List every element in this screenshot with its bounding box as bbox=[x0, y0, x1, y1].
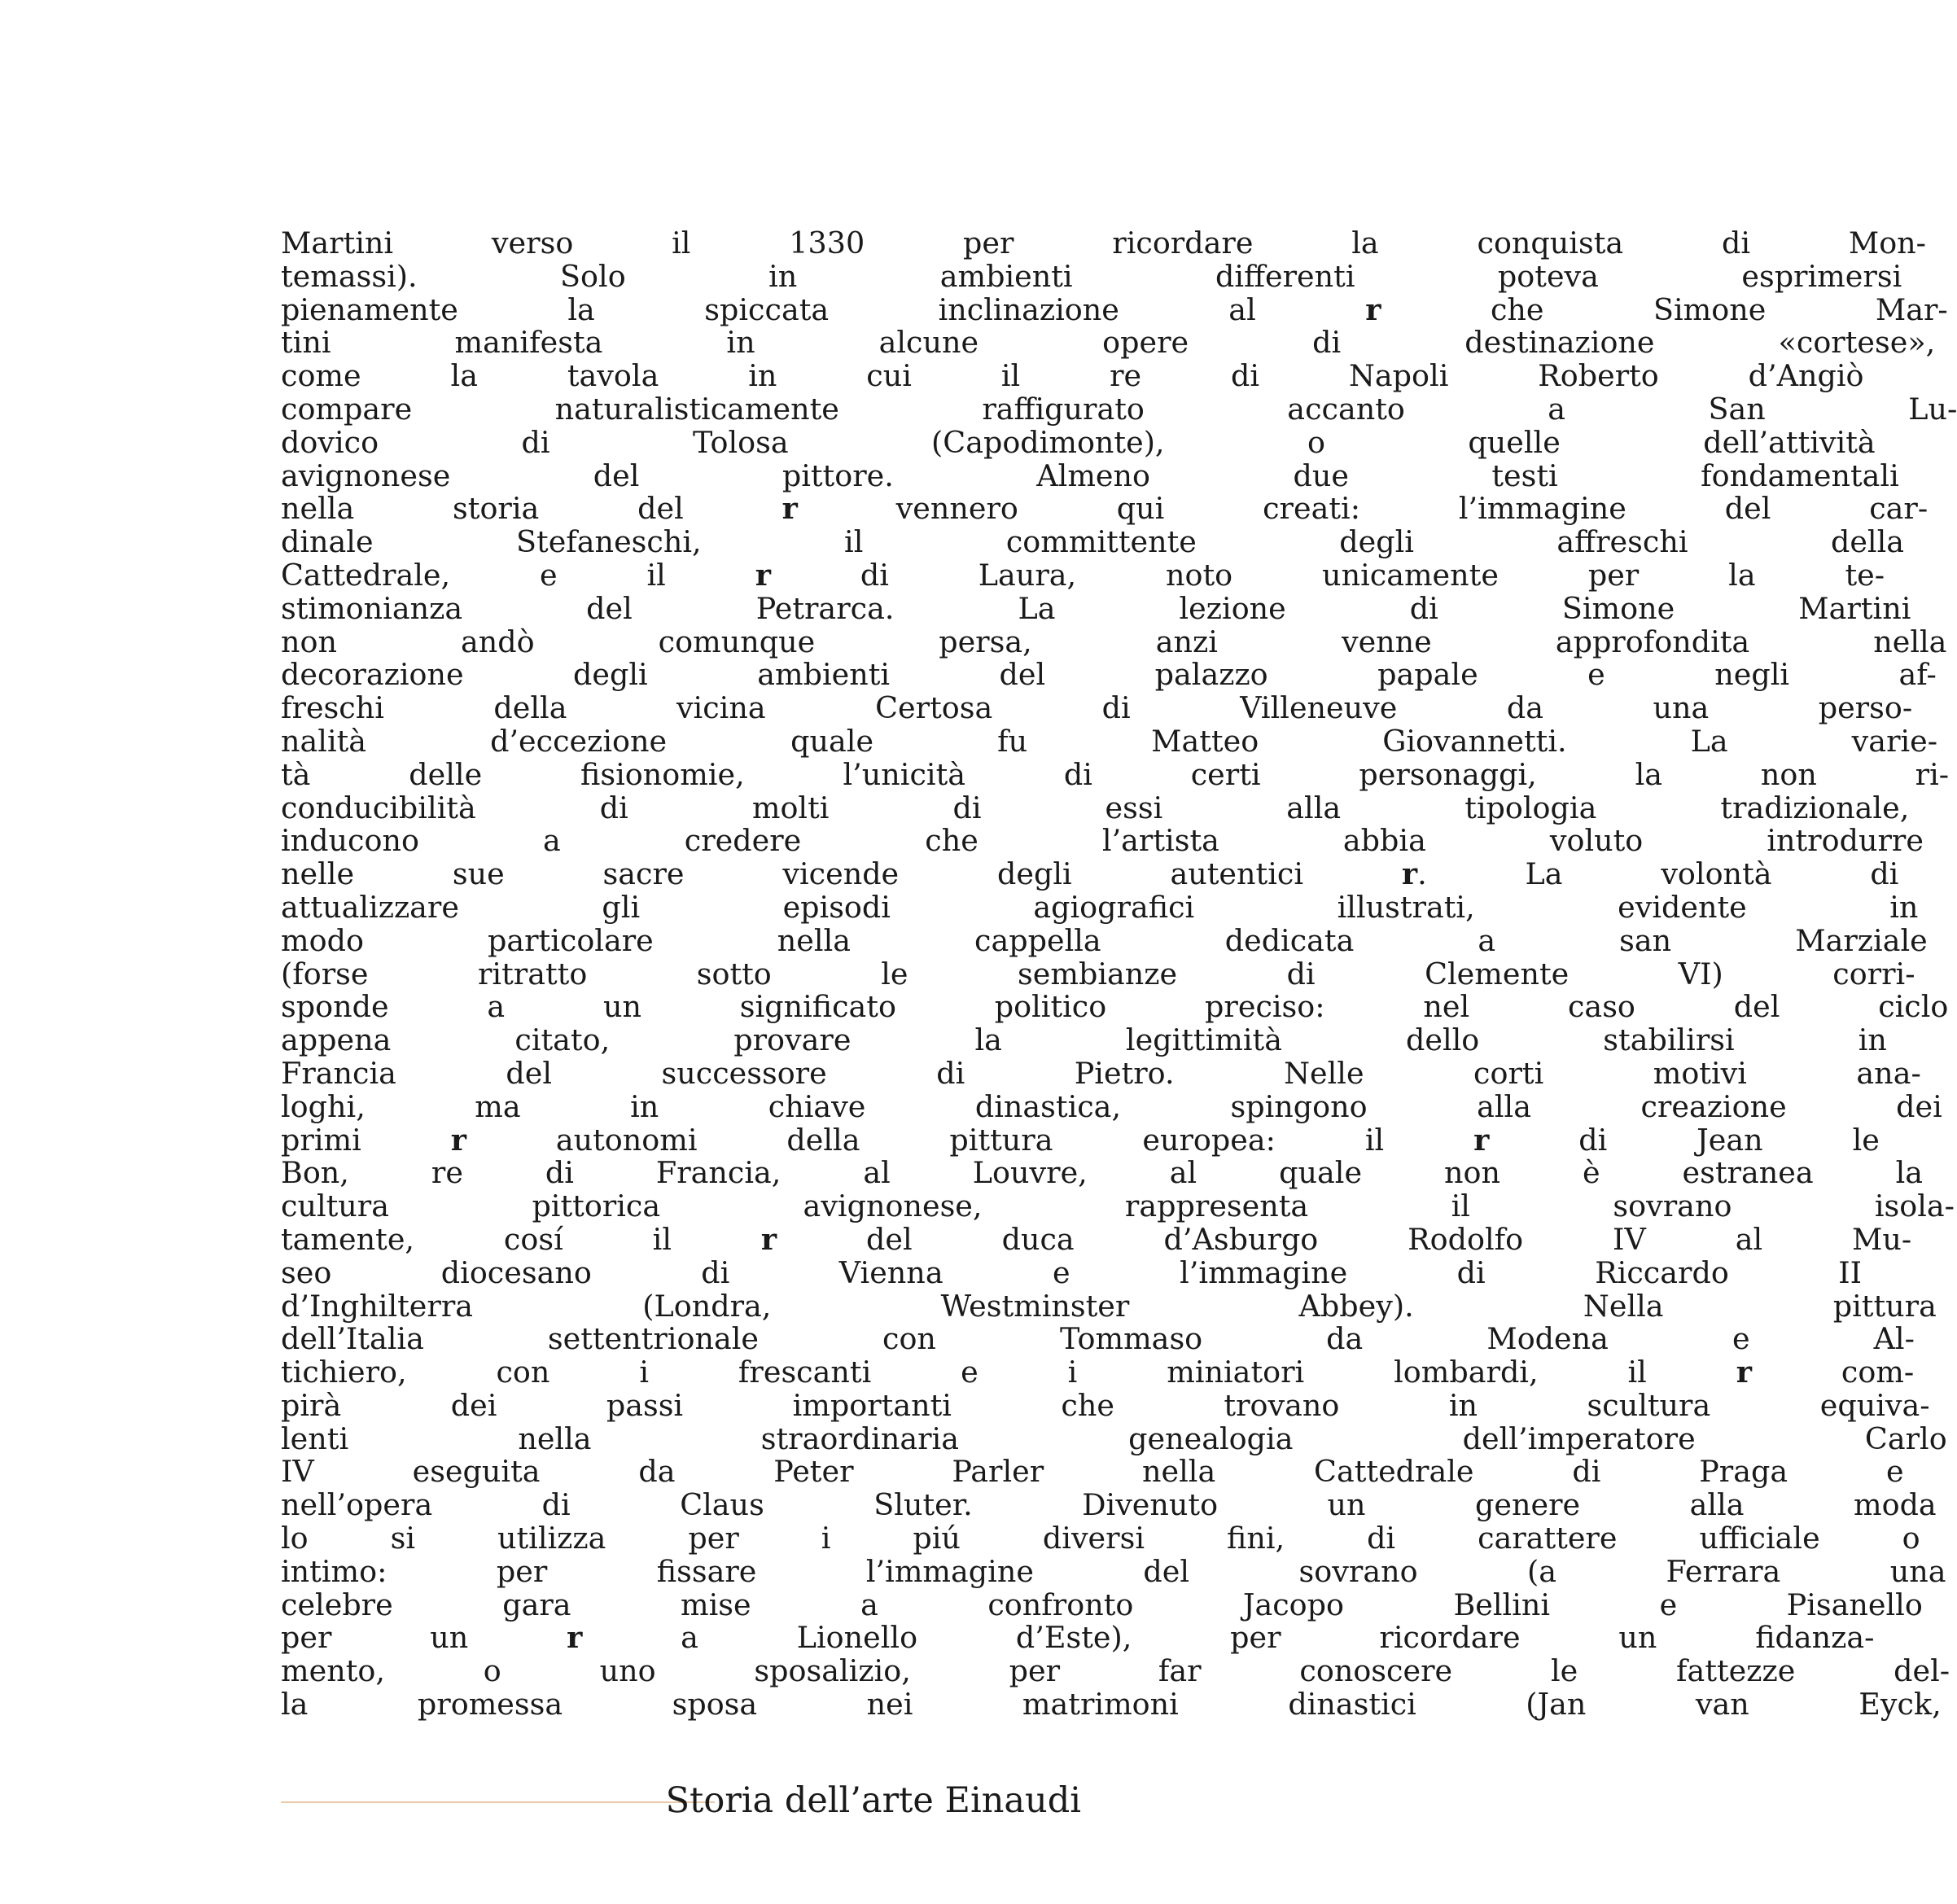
text-run: (forse ritratto sotto le sembianze di Clemente VI) corri- bbox=[281, 956, 1915, 991]
text-run: nelle sue sacre vicende degli autentici bbox=[281, 856, 1402, 892]
text-line bbox=[281, 1454, 1904, 1490]
text-line bbox=[281, 1553, 1946, 1589]
text-run: nell’opera di Claus Sluter. Divenuto un genere alla moda bbox=[281, 1487, 1937, 1523]
text-run: attualizzare gli episodi agiografici illustrati, evidente in bbox=[281, 889, 1919, 925]
text-run: decorazione degli ambienti del palazzo papale e negli af- bbox=[281, 657, 1937, 693]
text-run: di Jean le bbox=[1489, 1122, 1880, 1158]
text-run: tini manifesta in alcune opere di destinazione «cortese», bbox=[281, 325, 1936, 361]
text-run: Francia del successore di Pietro. Nelle corti motivi ana- bbox=[281, 1055, 1921, 1091]
text-line bbox=[281, 1122, 1880, 1158]
text-run: freschi della vicina Certosa di Villeneuve da una perso- bbox=[281, 690, 1913, 726]
text-run: compare naturalisticamente raffigurato accanto a San Lu- bbox=[281, 391, 1957, 427]
text-line bbox=[281, 790, 1910, 825]
text-line bbox=[281, 756, 1950, 792]
text-run: Bon, re di Francia, al Louvre, al quale non è estranea la bbox=[281, 1155, 1924, 1191]
text-run: per un bbox=[281, 1620, 567, 1656]
text-run: dinale Stefaneschi, il committente degli affreschi della bbox=[281, 524, 1905, 560]
abbrev-r: r bbox=[1736, 1355, 1752, 1390]
text-run: di Laura, noto unicamente per la te- bbox=[770, 557, 1885, 593]
text-line bbox=[281, 258, 1902, 294]
text-line bbox=[281, 524, 1905, 560]
text-run: cultura pittorica avignonese, rappresenta il sovrano isola- bbox=[281, 1188, 1955, 1224]
text-line bbox=[281, 391, 1957, 427]
text-line bbox=[281, 424, 1876, 460]
text-run: autonomi della pittura europea: il bbox=[466, 1122, 1474, 1158]
text-run: d’Inghilterra (Londra, Westminster Abbey). Nella pittura bbox=[281, 1288, 1937, 1324]
text-run: Cattedrale, e il bbox=[281, 557, 755, 593]
text-run: IV eseguita da Peter Parler nella Cattedrale di Praga e bbox=[281, 1454, 1904, 1490]
text-line bbox=[281, 557, 1885, 593]
text-line bbox=[281, 1521, 1920, 1556]
abbrev-r: r bbox=[1473, 1122, 1490, 1158]
text-line bbox=[281, 1420, 1947, 1456]
text-run: pienamente la spiccata inclinazione al bbox=[281, 291, 1366, 327]
text-run: conducibilità di molti di essi alla tipologia tradizionale, bbox=[281, 790, 1910, 825]
footer-rule bbox=[281, 1801, 715, 1803]
text-line bbox=[281, 1355, 1915, 1390]
text-line bbox=[281, 590, 1911, 626]
text-run: sponde a un significato politico preciso: nel caso del ciclo bbox=[281, 989, 1949, 1025]
abbrev-r: r bbox=[450, 1122, 466, 1158]
text-line bbox=[281, 1620, 1875, 1656]
abbrev-r: r bbox=[755, 557, 771, 593]
text-line bbox=[281, 1321, 1915, 1357]
text-line bbox=[281, 1288, 1937, 1324]
text-line bbox=[281, 690, 1913, 726]
text-run: intimo: per fissare l’immagine del sovrano (a Ferrara una bbox=[281, 1553, 1946, 1589]
text-run: a Lionello d’Este), per ricordare un fidanza- bbox=[582, 1620, 1875, 1656]
text-run: come la tavola in cui il re di Napoli Roberto d’Angiò bbox=[281, 358, 1864, 394]
text-run: com- bbox=[1751, 1355, 1915, 1390]
text-line bbox=[281, 1022, 1887, 1058]
abbrev-r: r bbox=[1365, 291, 1381, 327]
text-line bbox=[281, 1587, 1923, 1622]
text-run: loghi, ma in chiave dinastica, spingono alla creazione dei bbox=[281, 1088, 1942, 1124]
text-line bbox=[281, 457, 1899, 493]
text-run: tichiero, con i frescanti e i miniatori lombardi, il bbox=[281, 1355, 1736, 1390]
text-run: Martini verso il 1330 per ricordare la conquista di Mon- bbox=[281, 225, 1927, 260]
text-line bbox=[281, 856, 1899, 892]
text-line bbox=[281, 1088, 1942, 1124]
text-line bbox=[281, 1387, 1930, 1423]
text-run: che Simone Mar- bbox=[1381, 291, 1948, 327]
text-line bbox=[281, 225, 1927, 260]
abbrev-r: r bbox=[1401, 856, 1418, 892]
text-run: pirà dei passi importanti che trovano in scultura equiva- bbox=[281, 1387, 1930, 1423]
text-line bbox=[281, 889, 1919, 925]
abbrev-r: r bbox=[567, 1620, 583, 1656]
text-run: celebre gara mise a confronto Jacopo Bellini e Pisanello bbox=[281, 1587, 1923, 1622]
text-line bbox=[281, 624, 1947, 659]
text-run: temassi). Solo in ambienti differenti poteva esprimersi bbox=[281, 258, 1902, 294]
text-line bbox=[281, 723, 1938, 759]
text-line bbox=[281, 823, 1924, 859]
text-run: mento, o uno sposalizio, per far conoscere le fattezze del- bbox=[281, 1653, 1950, 1689]
text-line bbox=[281, 956, 1915, 991]
text-run: la promessa sposa nei matrimoni dinastici (Jan van Eyck, bbox=[281, 1687, 1942, 1722]
text-run: nella storia del bbox=[281, 491, 782, 527]
text-run: del duca d’Asburgo Rodolfo IV al Mu- bbox=[777, 1221, 1912, 1257]
text-line bbox=[281, 491, 1929, 527]
text-run: . La volontà di bbox=[1417, 856, 1899, 892]
text-line bbox=[281, 1221, 1912, 1257]
text-run: seo diocesano di Vienna e l’immagine di Riccardo II bbox=[281, 1254, 1863, 1290]
text-line bbox=[281, 1055, 1921, 1091]
text-run: appena citato, provare la legittimità dello stabilirsi in bbox=[281, 1022, 1887, 1058]
text-line bbox=[281, 1653, 1950, 1689]
text-line bbox=[281, 1155, 1924, 1191]
text-run: stimonianza del Petrarca. La lezione di Simone Martini bbox=[281, 590, 1911, 626]
text-run: dovico di Tolosa (Capodimonte), o quelle dell’attività bbox=[281, 424, 1876, 460]
abbrev-r: r bbox=[781, 491, 798, 527]
text-line bbox=[281, 922, 1928, 958]
text-line bbox=[281, 291, 1948, 327]
text-run: primi bbox=[281, 1122, 451, 1158]
text-run: non andò comunque persa, anzi venne approfondita nella bbox=[281, 624, 1947, 659]
text-run: tamente, cosí il bbox=[281, 1221, 761, 1257]
text-line bbox=[281, 989, 1949, 1025]
text-line bbox=[281, 657, 1937, 693]
text-run: vennero qui creati: l’immagine del car- bbox=[797, 491, 1929, 527]
text-run: avignonese del pittore. Almeno due testi fondamentali bbox=[281, 457, 1899, 493]
text-line bbox=[281, 325, 1936, 361]
abbrev-r: r bbox=[760, 1221, 777, 1257]
text-line bbox=[281, 1254, 1863, 1290]
text-line bbox=[281, 1487, 1937, 1523]
text-run: tà delle fisionomie, l’unicità di certi personaggi, la non ri- bbox=[281, 756, 1950, 792]
text-run: lenti nella straordinaria genealogia dell’imperatore Carlo bbox=[281, 1420, 1947, 1456]
body-text bbox=[281, 225, 1957, 1722]
text-run: nalità d’eccezione quale fu Matteo Giovannetti. La varie- bbox=[281, 723, 1938, 759]
text-run: dell’Italia settentrionale con Tommaso da Modena e Al- bbox=[281, 1321, 1915, 1357]
text-line bbox=[281, 1188, 1955, 1224]
text-run: modo particolare nella cappella dedicata a san Marziale bbox=[281, 922, 1928, 958]
text-run: lo si utilizza per i piú diversi fini, di carattere ufficiale o bbox=[281, 1521, 1920, 1556]
footer-title: Storia dell’arte Einaudi bbox=[665, 1780, 1081, 1821]
text-run: inducono a credere che l’artista abbia voluto introdurre bbox=[281, 823, 1924, 859]
text-line bbox=[281, 358, 1864, 394]
text-line bbox=[281, 1687, 1942, 1722]
